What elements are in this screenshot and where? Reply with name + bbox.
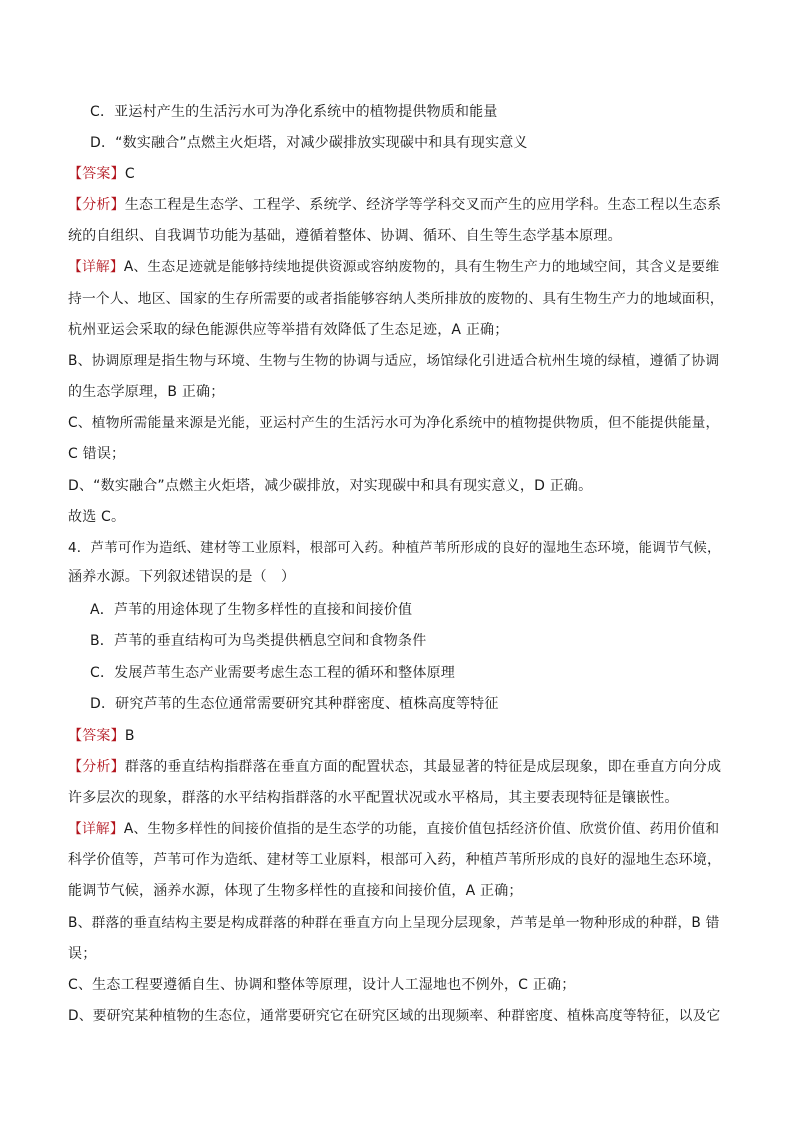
q4-detail-line: 误； <box>68 946 97 962</box>
detail-tag: 【详解】 <box>68 821 124 837</box>
q4-answer <box>68 726 135 746</box>
answer-value: C <box>124 166 135 182</box>
q4-detail-line: B、群落的垂直结构主要是构成群落的种群在垂直方向上呈现分层现象，芦苇是单一物种形成的种群，B 错 <box>68 915 720 931</box>
q4-detail-line: 能调节气候，涵养水源，体现了生物多样性的直接和间接价值，A 正确； <box>68 883 523 899</box>
q4-stem-line: 4．芦苇可作为造纸、建材等工业原料，根部可入药。种植芦苇所形成的良好的湿地生态环境，能调节气候， <box>68 540 721 556</box>
q3-option-d: D．“数实融合”点燃主火炬塔，对减少碳排放实现碳中和具有现实意义 <box>90 135 528 151</box>
q4-detail-line <box>68 819 719 839</box>
q3-detail-line: C 错误； <box>68 446 126 462</box>
q4-detail-line: 科学价值等，芦苇可作为造纸、建材等工业原料，根部可入药，种植芦苇所形成的良好的湿地生态环境， <box>68 852 722 868</box>
q3-detail-line: 的生态学原理，B 正确； <box>68 384 225 400</box>
analysis-text: 生态工程是生态学、工程学、系统学、经济学等学科交叉而产生的应用学科。生态工程以生态系 <box>124 197 722 213</box>
detail-text: A、生物多样性的间接价值指的是生态学的功能，直接价值包括经济价值、欣赏价值、药用价值和 <box>123 821 720 837</box>
q3-detail-line: 持一个人、地区、国家的生存所需要的或者指能够容纳人类所排放的废物的、具有生物生产力的地域面积， <box>68 291 724 307</box>
q3-detail-line: C、植物所需能量来源是光能，亚运村产生的生活污水可为净化系统中的植物提供物质，但不能提供能量， <box>68 415 720 431</box>
q3-detail-line: 杭州亚运会采取的绿色能源供应等举措有效降低了生态足迹，A 正确； <box>68 322 509 338</box>
analysis-text: 群落的垂直结构指群落在垂直方面的配置状态，其最显著的特征是成层现象，即在垂直方向分成 <box>124 759 722 775</box>
q4-detail-line: D、要研究某种植物的生态位，通常要研究它在研究区域的出现频率、种群密度、植株高度等特征，以及它 <box>68 1008 721 1024</box>
q4-detail-line: C、生态工程要遵循自生、协调和整体等原理，设计人工湿地也不例外，C 正确； <box>68 977 576 993</box>
q4-option-b: B．芦苇的垂直结构可为鸟类提供栖息空间和食物条件 <box>90 633 427 649</box>
q4-stem-line: 涵养水源。下列叙述错误的是（ ） <box>68 569 296 585</box>
q3-option-c: C．亚运村产生的生活污水可为净化系统中的植物提供物质和能量 <box>90 104 498 120</box>
answer-value: B <box>124 728 135 744</box>
q3-analysis-line: 统的自组织、自我调节功能为基础，遵循着整体、协调、循环、自生等生态学基本原理。 <box>68 228 622 244</box>
answer-tag: 【答案】 <box>68 166 125 182</box>
q4-option-a: A．芦苇的用途体现了生物多样性的直接和间接价值 <box>90 602 413 618</box>
detail-tag: 【详解】 <box>68 259 124 275</box>
q4-option-d: D．研究芦苇的生态位通常需要研究其种群密度、植株高度等特征 <box>90 696 499 712</box>
q3-analysis-line <box>68 195 721 215</box>
q3-detail-line: 故选 C。 <box>68 509 126 525</box>
q3-answer <box>68 164 135 184</box>
answer-tag: 【答案】 <box>68 728 125 744</box>
q3-detail-line: B、协调原理是指生物与环境、生物与生物的协调与适应，场馆绿化引进适合杭州生境的绿植，遵循了协调 <box>68 353 720 369</box>
detail-text: A、生态足迹就是能够持续地提供资源或容纳废物的，具有生物生产力的地域空间，其含义是要维 <box>123 259 720 275</box>
q3-detail-line: D、“数实融合”点燃主火炬塔，减少碳排放，对实现碳中和具有现实意义，D 正确。 <box>68 478 593 494</box>
analysis-tag: 【分析】 <box>68 759 125 775</box>
q4-option-c: C．发展芦苇生态产业需要考虑生态工程的循环和整体原理 <box>90 665 455 681</box>
q4-analysis-line: 许多层次的现象，群落的水平结构指群落的水平配置状况或水平格局，其主要表现特征是镶嵌性。 <box>68 790 679 806</box>
analysis-tag: 【分析】 <box>68 197 125 213</box>
q4-analysis-line <box>68 757 721 777</box>
q3-detail-line <box>68 257 719 277</box>
